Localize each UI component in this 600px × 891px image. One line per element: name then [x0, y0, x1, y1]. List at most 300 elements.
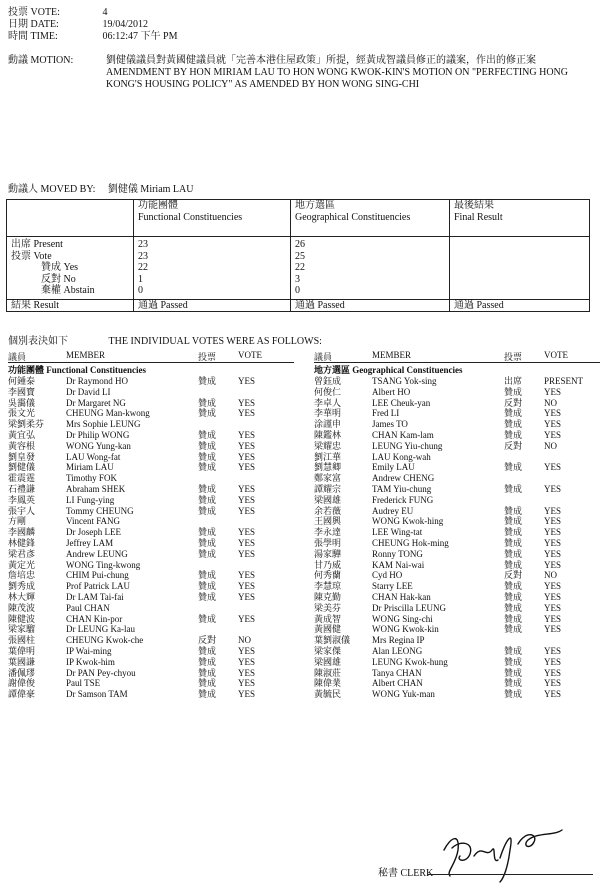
- yes-label: 贊成 Yes: [41, 262, 79, 273]
- vote-zh: 出席: [504, 376, 523, 386]
- member-name-en: WONG Kwok-hing: [372, 516, 444, 527]
- member-name-zh: 張文光: [8, 408, 36, 419]
- member-vote-row: [314, 560, 600, 571]
- member-vote-row: [314, 614, 600, 625]
- member-name-en: Tanya CHAN: [372, 667, 422, 678]
- member-name-en: WONG Ting-kwong: [66, 559, 141, 570]
- functional-column-header: [8, 348, 294, 363]
- vote-en: YES: [544, 386, 562, 397]
- member-en-header: MEMBER: [372, 350, 412, 360]
- member-name-en: WONG Yung-kan: [66, 440, 131, 451]
- vote-summary-table: [6, 199, 590, 312]
- vote-en: YES: [544, 689, 562, 700]
- member-vote-row: [8, 657, 294, 668]
- member-vote-row: [314, 570, 600, 581]
- vote-en: YES: [238, 505, 256, 516]
- member-name-zh: 鄭家富: [314, 473, 342, 484]
- member-name-zh: 李卓人: [314, 397, 342, 408]
- member-name-zh: 梁家傑: [314, 645, 342, 656]
- vote-en: YES: [238, 548, 256, 559]
- member-zh-header: 議員: [314, 352, 333, 362]
- member-name-en: CHEUNG Man-kwong: [66, 408, 150, 419]
- member-vote-row: [314, 657, 600, 668]
- member-vote-row: [314, 473, 600, 484]
- vote-number-label: 投票 VOTE:: [8, 7, 60, 18]
- vote-zh: 贊成: [504, 419, 523, 430]
- fc-no: 1: [138, 273, 143, 285]
- moved-by-label: 動議人 MOVED BY:: [8, 184, 96, 195]
- member-name-zh: 石禮謙: [8, 483, 36, 494]
- member-name-en: Dr PAN Pey-chyou: [66, 667, 136, 678]
- member-name-en: WONG Yuk-man: [372, 689, 435, 700]
- vote-zh: 贊成: [504, 602, 523, 613]
- vote-zh-header: 投票: [504, 352, 523, 362]
- vote-zh: 贊成: [198, 537, 217, 548]
- member-name-en: KAM Nai-wai: [372, 559, 425, 570]
- member-vote-row: [314, 678, 600, 689]
- vote-en: YES: [238, 689, 256, 700]
- member-name-zh: 涂謹申: [314, 419, 342, 430]
- vote-en: YES: [544, 591, 562, 602]
- member-name-en: Dr David LI: [66, 386, 111, 397]
- vote-en: NO: [544, 397, 557, 408]
- vote-en: YES: [238, 483, 256, 494]
- vote-zh: 贊成: [504, 505, 523, 516]
- member-name-zh: 何鍾泰: [8, 376, 36, 386]
- member-vote-row: [8, 560, 294, 571]
- vote-zh: 贊成: [504, 581, 523, 592]
- vote-zh: 贊成: [198, 645, 217, 656]
- vote-zh: 贊成: [198, 440, 217, 451]
- vote-zh: 贊成: [504, 591, 523, 602]
- member-name-en: CHAN Kam-lam: [372, 429, 434, 440]
- member-name-zh: 黃成智: [314, 613, 342, 624]
- member-vote-row: [8, 408, 294, 419]
- member-vote-row: [314, 376, 600, 387]
- present-label: 出席 Present: [11, 239, 63, 250]
- member-name-en: CHAN Kin-por: [66, 613, 123, 624]
- summary-header-row: [7, 200, 590, 237]
- vote-zh-header: 投票: [198, 352, 217, 362]
- fc-abstain: 0: [138, 285, 143, 296]
- member-vote-row: [314, 495, 600, 506]
- gc-counts-cell: [291, 237, 450, 300]
- vote-zh: 反對: [198, 635, 217, 646]
- vote-en: YES: [238, 537, 256, 548]
- member-name-zh: 李華明: [314, 408, 342, 419]
- geographical-column-header: [314, 348, 600, 363]
- vote-en: YES: [544, 667, 562, 678]
- vote-zh: 贊成: [504, 537, 523, 548]
- gc-header-zh: 地方選區: [295, 200, 335, 211]
- vote-zh: 反對: [504, 440, 523, 451]
- member-name-en: Mrs Regina IP: [372, 635, 425, 646]
- vote-en-header: VOTE: [544, 350, 568, 360]
- member-name-zh: 劉健儀: [8, 462, 36, 473]
- member-vote-row: [8, 635, 294, 646]
- vote-en: YES: [238, 397, 256, 408]
- member-name-zh: 霍震霆: [8, 473, 36, 484]
- member-name-en: Fred LI: [372, 408, 400, 419]
- member-name-zh: 吳靄儀: [8, 397, 36, 408]
- member-name-en: Ronny TONG: [372, 548, 423, 559]
- member-vote-row: [8, 678, 294, 689]
- vote-zh: 贊成: [504, 678, 523, 689]
- abstain-label: 棄權 Abstain: [41, 285, 95, 296]
- summary-counts-row: [7, 237, 590, 300]
- vote-zh: 贊成: [198, 678, 217, 689]
- gc-header-en: Geographical Constituencies: [295, 211, 411, 223]
- member-name-zh: 陳淑莊: [314, 667, 342, 678]
- member-name-zh: 譚耀宗: [314, 483, 342, 494]
- member-name-zh: 李鳳英: [8, 494, 36, 505]
- member-vote-row: [314, 527, 600, 538]
- member-name-zh: 湯家驊: [314, 548, 342, 559]
- member-name-zh: 劉江華: [314, 451, 342, 462]
- member-vote-row: [8, 646, 294, 657]
- vote-en-header: VOTE: [238, 350, 262, 360]
- vote-en: YES: [238, 462, 256, 473]
- member-name-en: Alan LEONG: [372, 645, 423, 656]
- vote-zh: 贊成: [504, 613, 523, 624]
- member-name-en: Cyd HO: [372, 570, 403, 581]
- member-name-en: Dr Joseph LEE: [66, 527, 121, 538]
- member-name-en: CHAN Hak-kan: [372, 591, 431, 602]
- member-vote-row: [8, 592, 294, 603]
- member-name-zh: 梁君彥: [8, 548, 36, 559]
- member-vote-row: [314, 387, 600, 398]
- member-zh-header: 議員: [8, 352, 27, 362]
- member-vote-row: [8, 495, 294, 506]
- member-vote-row: [8, 506, 294, 517]
- summary-labels-cell: [7, 237, 134, 300]
- vote-zh: 贊成: [198, 591, 217, 602]
- member-vote-row: [8, 603, 294, 614]
- date-value: 19/04/2012: [102, 19, 149, 30]
- member-name-en: James TO: [372, 419, 408, 430]
- member-name-zh: 陳鑑林: [314, 429, 342, 440]
- member-name-en: Andrew LEUNG: [66, 548, 128, 559]
- vote-en: YES: [238, 408, 256, 419]
- individual-votes-en: THE INDIVIDUAL VOTES WERE AS FOLLOWS:: [108, 336, 322, 347]
- member-name-en: CHIM Pui-chung: [66, 570, 129, 581]
- member-name-en: LI Fung-ying: [66, 494, 115, 505]
- member-vote-row: [8, 484, 294, 495]
- member-name-zh: 陳偉業: [314, 678, 342, 689]
- member-name-zh: 葉劉淑儀: [314, 635, 351, 646]
- vote-en: YES: [544, 483, 562, 494]
- vote-en: NO: [238, 635, 251, 646]
- member-name-en: CHEUNG Kwok-che: [66, 635, 144, 646]
- vote-en: YES: [238, 429, 256, 440]
- time-row: [8, 27, 178, 42]
- member-name-zh: 張宇人: [8, 505, 36, 516]
- member-name-zh: 余若薇: [314, 505, 342, 516]
- vote-en: YES: [544, 624, 562, 635]
- fc-yes: 22: [138, 262, 148, 273]
- member-vote-row: [8, 549, 294, 560]
- vote-zh: 贊成: [198, 581, 217, 592]
- member-name-zh: 何秀蘭: [314, 570, 342, 581]
- member-name-en: LAU Wong-fat: [66, 451, 121, 462]
- member-vote-row: [8, 376, 294, 387]
- member-name-zh: 黃國健: [314, 624, 342, 635]
- summary-result-row: [7, 299, 590, 312]
- member-name-zh: 曾鈺成: [314, 376, 342, 386]
- member-vote-row: [8, 614, 294, 625]
- vote-zh: 贊成: [504, 645, 523, 656]
- member-vote-row: [8, 516, 294, 527]
- member-name-en: Starry LEE: [372, 581, 413, 592]
- member-name-en: Emily LAU: [372, 462, 415, 473]
- member-vote-row: [8, 473, 294, 484]
- vote-zh: 贊成: [504, 624, 523, 635]
- functional-group-title: 功能團體 Functional Constituencies: [8, 365, 147, 375]
- member-name-en: CHEUNG Hok-ming: [372, 537, 449, 548]
- member-name-en: Frederick FUNG: [372, 494, 434, 505]
- moved-by-row: [8, 180, 193, 195]
- member-name-en: Albert HO: [372, 386, 411, 397]
- member-name-zh: 林健鋒: [8, 537, 36, 548]
- member-vote-row: [314, 419, 600, 430]
- member-vote-row: [314, 689, 600, 700]
- member-name-zh: 王國興: [314, 516, 342, 527]
- vote-en: YES: [544, 429, 562, 440]
- date-label: 日期 DATE:: [8, 19, 59, 30]
- vote-en: YES: [544, 419, 562, 430]
- member-name-en: IP Wai-ming: [66, 645, 112, 656]
- vote-zh: 贊成: [198, 494, 217, 505]
- vote-en: YES: [238, 440, 256, 451]
- geographical-constituencies-list: [314, 348, 600, 700]
- member-name-zh: 李慧琼: [314, 581, 342, 592]
- fc-result: 通過 Passed: [134, 299, 291, 312]
- member-vote-row: [314, 581, 600, 592]
- member-vote-row: [8, 581, 294, 592]
- fc-header-zh: 功能團體: [138, 200, 178, 211]
- vote-en: YES: [238, 527, 256, 538]
- member-name-zh: 李國寶: [8, 386, 36, 397]
- fc-present: 23: [138, 239, 148, 250]
- member-vote-row: [314, 462, 600, 473]
- member-name-en: Abraham SHEK: [66, 483, 126, 494]
- vote-number-value: 4: [102, 7, 108, 18]
- fc-header-en: Functional Constituencies: [138, 211, 243, 223]
- vote-zh: 贊成: [198, 429, 217, 440]
- vote-en: YES: [238, 656, 256, 667]
- gc-vote: 25: [295, 250, 305, 262]
- vote-en: YES: [238, 667, 256, 678]
- time-value: 06:12:47 下午 PM: [102, 31, 178, 42]
- member-name-zh: 林大輝: [8, 591, 36, 602]
- member-vote-row: [8, 398, 294, 409]
- vote-zh: 贊成: [198, 397, 217, 408]
- member-vote-row: [8, 452, 294, 463]
- vote-en: YES: [238, 570, 256, 581]
- member-name-zh: 梁國雄: [314, 656, 342, 667]
- member-name-en: Dr Samson TAM: [66, 689, 128, 700]
- vote-zh: 贊成: [504, 527, 523, 538]
- no-label: 反對 No: [41, 273, 76, 285]
- vote-zh: 贊成: [504, 483, 523, 494]
- vote-en: YES: [544, 613, 562, 624]
- member-vote-row: [314, 624, 600, 635]
- member-vote-row: [314, 646, 600, 657]
- member-vote-row: [8, 538, 294, 549]
- vote-zh: 贊成: [504, 386, 523, 397]
- member-name-zh: 潘佩璆: [8, 667, 36, 678]
- fc-vote: 23: [138, 250, 148, 262]
- member-name-en: LEUNG Yiu-chung: [372, 440, 443, 451]
- member-vote-row: [314, 549, 600, 560]
- vote-zh: 贊成: [198, 570, 217, 581]
- member-name-en: Vincent FANG: [66, 516, 121, 527]
- member-vote-row: [314, 592, 600, 603]
- member-vote-row: [8, 462, 294, 473]
- final-header-en: Final Result: [454, 211, 503, 223]
- vote-en: YES: [238, 494, 256, 505]
- vote-en: YES: [544, 408, 562, 419]
- vote-en: YES: [238, 678, 256, 689]
- clerk-label: 秘書 CLERK: [378, 868, 434, 879]
- vote-zh: 贊成: [198, 408, 217, 419]
- member-vote-row: [314, 668, 600, 679]
- member-vote-row: [314, 538, 600, 549]
- motion-text-en: AMENDMENT BY HON MIRIAM LAU TO HON WONG KWOK-KIN'S MOTION ON "PERFECTING HONG KONG'S HOUSING POLICY" AS AMENDED BY HON WONG SING-CHI: [106, 67, 568, 90]
- motion-text-zh: 劉健儀議員對黃國健議員就「完善本港住屋政策」所提，經黃成智議員修正的議案，作出的修正案: [106, 55, 536, 66]
- member-name-en: Dr Margaret NG: [66, 397, 126, 408]
- fc-counts-cell: [134, 237, 291, 300]
- vote-zh: 贊成: [198, 462, 217, 473]
- member-name-zh: 劉慧卿: [314, 462, 342, 473]
- vote-en: YES: [238, 451, 256, 462]
- member-name-en: TAM Yiu-chung: [372, 483, 432, 494]
- vote-en: YES: [238, 376, 256, 386]
- member-name-en: Tommy CHEUNG: [66, 505, 134, 516]
- vote-en: YES: [544, 581, 562, 592]
- member-name-zh: 梁國雄: [314, 494, 342, 505]
- vote-en: YES: [238, 613, 256, 624]
- vote-zh: 贊成: [198, 505, 217, 516]
- vote-zh: 贊成: [504, 559, 523, 570]
- member-name-zh: 方剛: [8, 516, 27, 527]
- member-name-zh: 謝偉俊: [8, 678, 36, 689]
- member-vote-row: [314, 408, 600, 419]
- member-name-zh: 陳健波: [8, 613, 36, 624]
- vote-zh: 贊成: [198, 451, 217, 462]
- vote-en: YES: [544, 559, 562, 570]
- vote-zh: 贊成: [198, 689, 217, 700]
- vote-en: YES: [544, 548, 562, 559]
- vote-en: NO: [544, 570, 557, 581]
- member-name-en: Dr LAM Tai-fai: [66, 591, 124, 602]
- result-label: 結果 Result: [7, 299, 134, 312]
- vote-zh: 贊成: [198, 483, 217, 494]
- member-vote-row: [314, 441, 600, 452]
- member-name-en: Jeffrey LAM: [66, 537, 114, 548]
- member-name-en: LEE Wing-tat: [372, 527, 423, 538]
- final-result: 通過 Passed: [450, 299, 590, 312]
- member-name-zh: 黃宜弘: [8, 429, 36, 440]
- member-vote-row: [314, 430, 600, 441]
- vote-zh: 反對: [504, 397, 523, 408]
- geographical-group-title: 地方選區 Geographical Constituencies: [314, 365, 463, 375]
- member-name-en: Prof Patrick LAU: [66, 581, 130, 592]
- member-vote-row: [8, 527, 294, 538]
- member-name-en: Andrew CHENG: [372, 473, 435, 484]
- member-vote-row: [314, 506, 600, 517]
- functional-constituencies-list: [8, 348, 294, 700]
- member-name-en: TSANG Yok-sing: [372, 376, 437, 386]
- vote-en: YES: [238, 645, 256, 656]
- member-name-zh: 詹培忠: [8, 570, 36, 581]
- functional-rows: [8, 376, 294, 700]
- gc-yes: 22: [295, 262, 305, 273]
- member-name-zh: 黃毓民: [314, 689, 342, 700]
- member-name-en: Dr Raymond HO: [66, 376, 128, 386]
- member-vote-row: [8, 430, 294, 441]
- clerk-signature-line: [428, 874, 593, 875]
- member-name-en: Dr Philip WONG: [66, 429, 130, 440]
- vote-zh: 贊成: [504, 429, 523, 440]
- vote-zh: 贊成: [504, 689, 523, 700]
- member-name-en: Dr Priscilla LEUNG: [372, 602, 446, 613]
- gc-present: 26: [295, 239, 305, 250]
- vote-zh: 反對: [504, 570, 523, 581]
- summary-header-blank: [7, 200, 134, 237]
- vote-en: YES: [544, 645, 562, 656]
- member-name-en: WONG Sing-chi: [372, 613, 433, 624]
- member-vote-row: [8, 570, 294, 581]
- vote-en: YES: [544, 537, 562, 548]
- member-vote-row: [314, 516, 600, 527]
- member-name-en: Albert CHAN: [372, 678, 423, 689]
- member-vote-row: [314, 603, 600, 614]
- vote-label: 投票 Vote: [11, 250, 52, 262]
- vote-zh: 贊成: [198, 376, 217, 386]
- vote-en: YES: [544, 602, 562, 613]
- member-name-zh: 劉秀成: [8, 581, 36, 592]
- summary-header-final: [450, 200, 590, 237]
- member-name-zh: 陳克勤: [314, 591, 342, 602]
- vote-zh: 贊成: [504, 408, 523, 419]
- vote-zh: 贊成: [198, 667, 217, 678]
- vote-zh: 贊成: [504, 462, 523, 473]
- member-vote-row: [8, 441, 294, 452]
- vote-zh: 贊成: [504, 548, 523, 559]
- member-name-en: Mrs Sophie LEUNG: [66, 419, 141, 430]
- member-name-zh: 梁美芬: [314, 602, 342, 613]
- member-name-zh: 葉國謙: [8, 656, 36, 667]
- moved-by-value: 劉健儀 Miriam LAU: [107, 184, 194, 195]
- member-name-en: LAU Kong-wah: [372, 451, 431, 462]
- time-label: 時間 TIME:: [8, 31, 58, 42]
- member-name-en: LEE Cheuk-yan: [372, 397, 431, 408]
- member-vote-row: [8, 624, 294, 635]
- member-name-zh: 陳茂波: [8, 602, 36, 613]
- vote-zh: 贊成: [198, 548, 217, 559]
- vote-en: NO: [544, 440, 557, 451]
- final-counts-cell: [450, 237, 590, 300]
- vote-zh: 贊成: [198, 613, 217, 624]
- summary-header-fc: [134, 200, 291, 237]
- member-name-zh: 張學明: [314, 537, 342, 548]
- member-name-en: Paul TSE: [66, 678, 101, 689]
- member-name-en: Timothy FOK: [66, 473, 117, 484]
- vote-en: YES: [544, 656, 562, 667]
- member-name-en: Audrey EU: [372, 505, 414, 516]
- member-name-zh: 梁家騮: [8, 624, 36, 635]
